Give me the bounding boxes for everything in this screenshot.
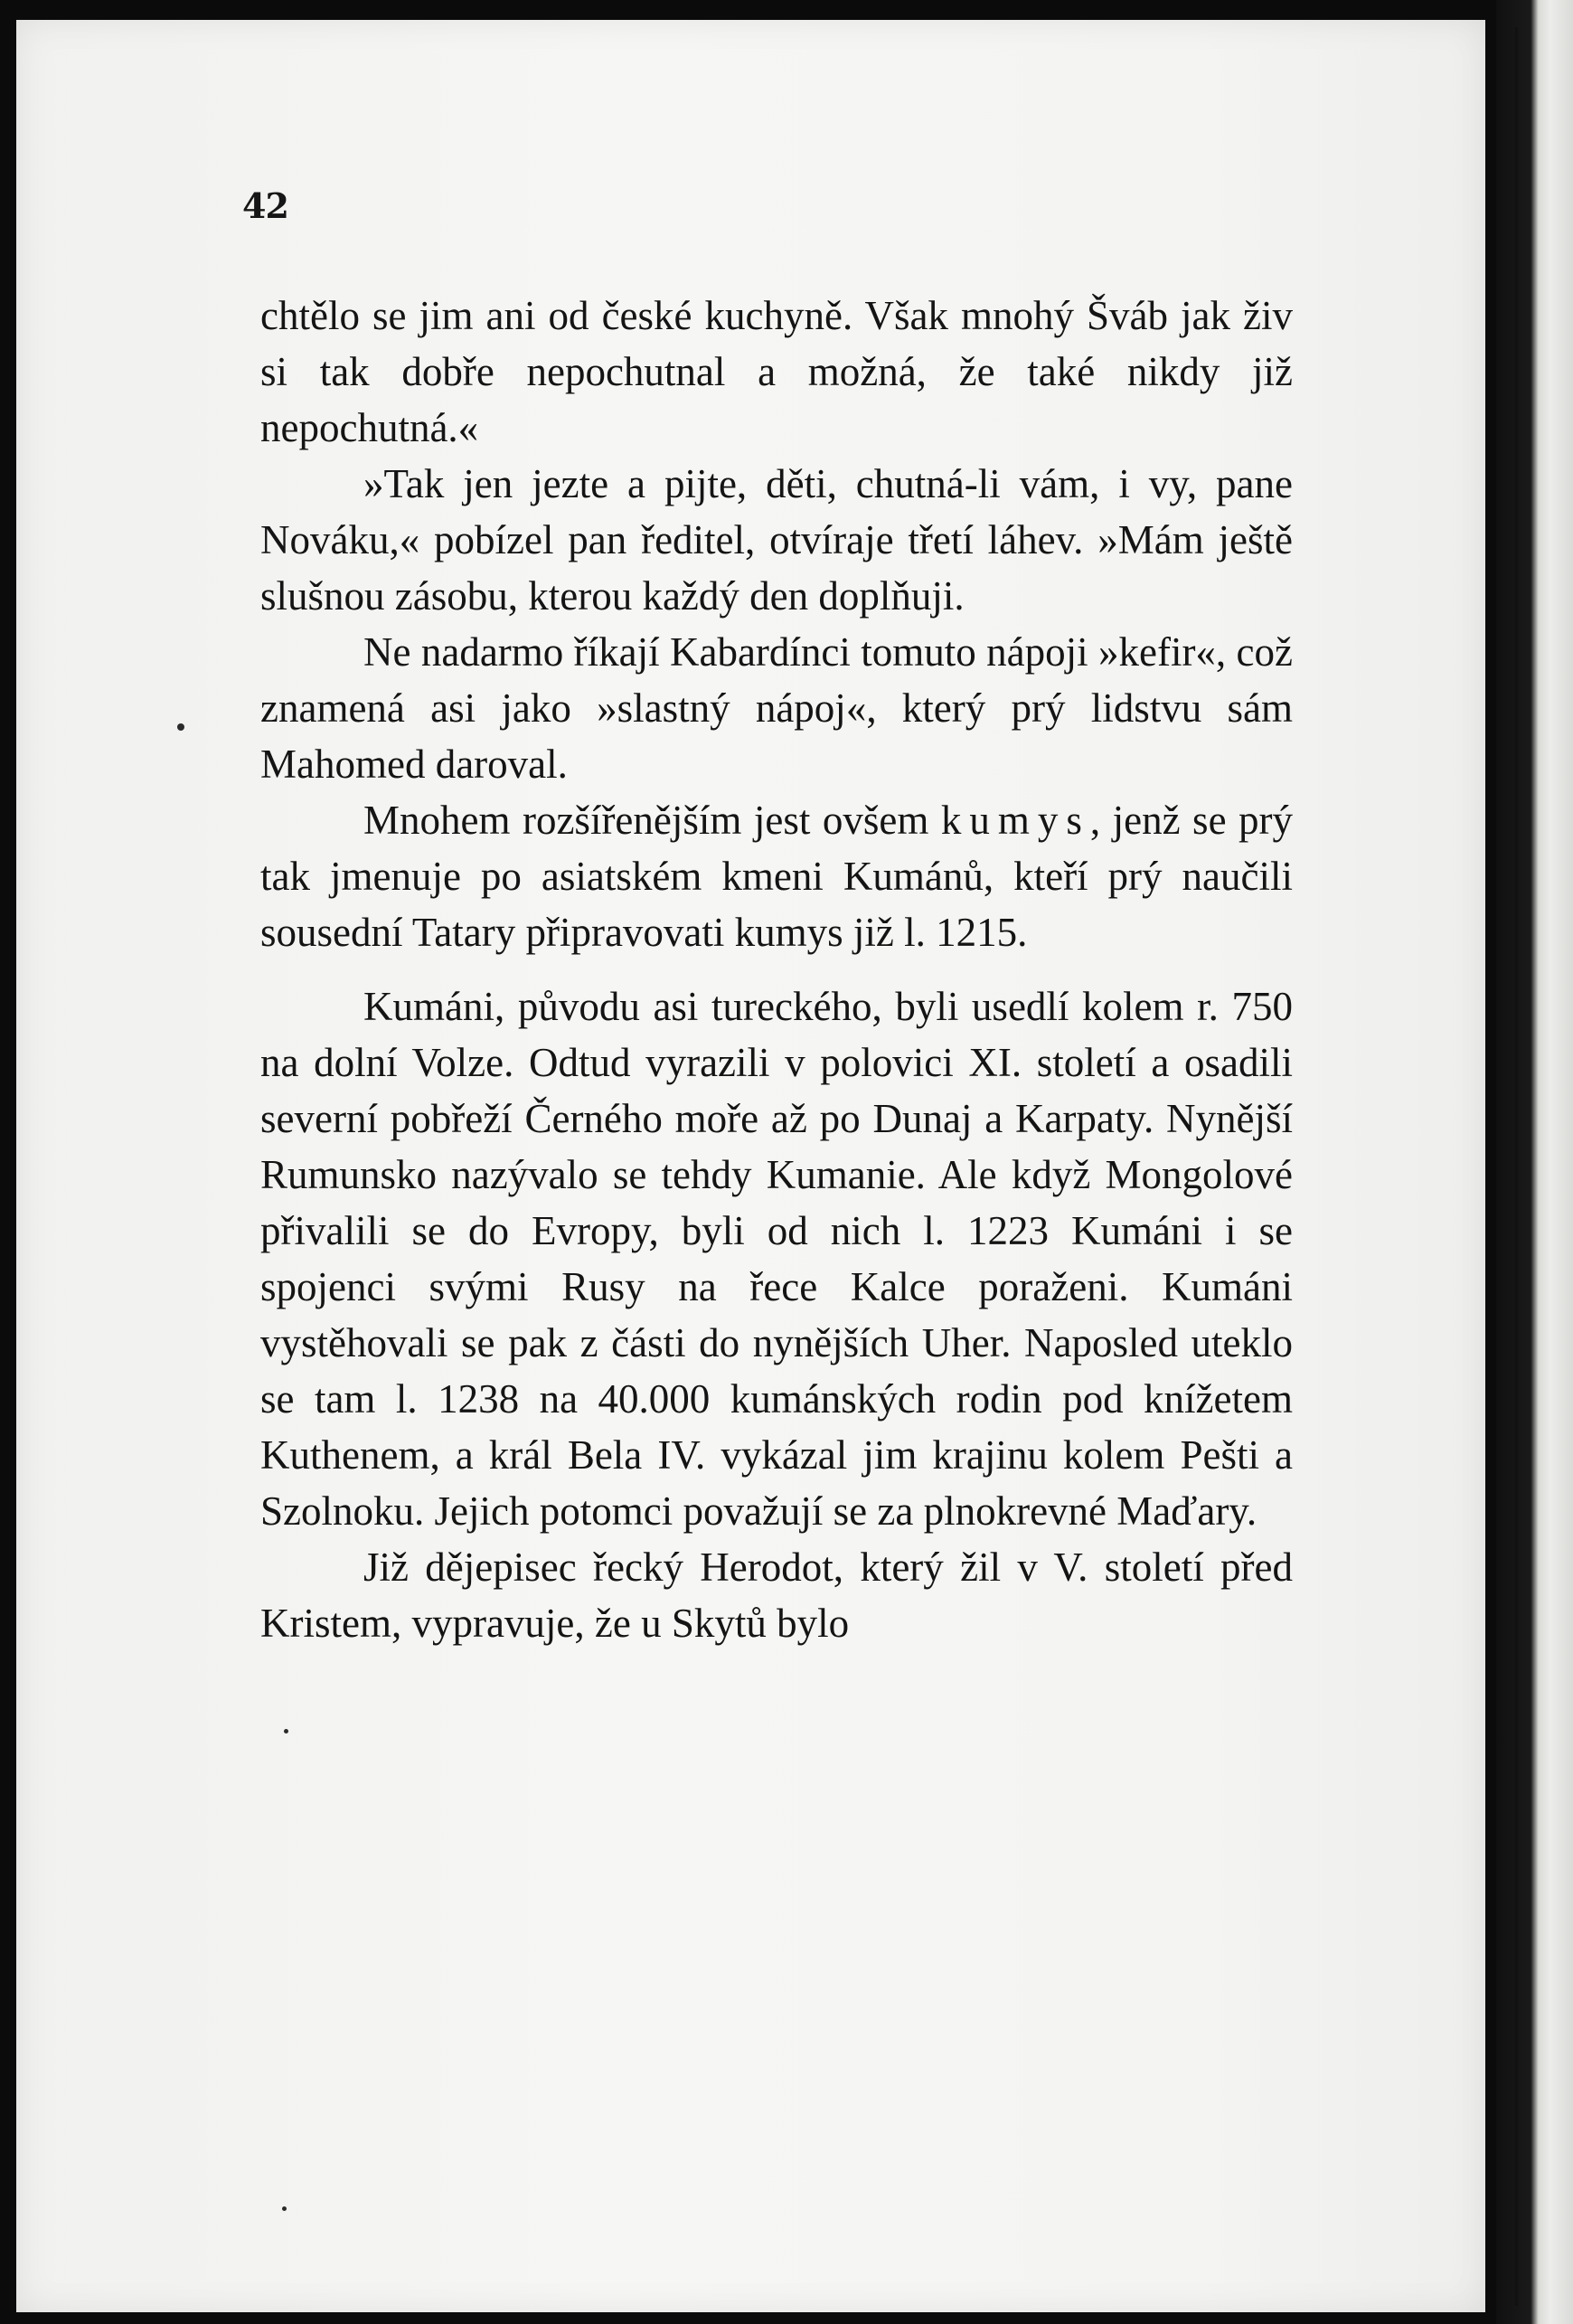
print-speck bbox=[284, 1729, 288, 1734]
paragraph-2: »Tak jen jezte a pijte, děti, chutná-li vám, i vy, pane Nováku,« pobízel pan ředitel, otvíraje třetí láhev. »Mám ještě slušnou zásobu, kterou každý den doplňuji. bbox=[260, 461, 1293, 619]
paragraph-1: chtělo se jim ani od české kuchyně. Však mnohý Šváb jak živ si tak dobře nepochutnal a možná, že také nikdy již nepochutná.« bbox=[260, 293, 1293, 450]
paragraph-4-start: Mnohem rozšířenějším jest ovšem bbox=[363, 798, 941, 843]
body-text bbox=[260, 288, 1293, 1651]
book-edge bbox=[1496, 0, 1573, 2324]
paragraph-3: Ne nadarmo říkají Kabardínci tomuto nápoji »kefir«, což znamená asi jako »slastný nápoj«, který prý lidstvu sám Mahomed daroval. bbox=[260, 629, 1293, 787]
print-speck bbox=[177, 723, 184, 731]
book-edge-line bbox=[1515, 27, 1518, 2306]
paragraph-4-end: , jenž se prý tak jmenuje po asiatském kmeni Kumánů, kteří prý naučili sousední Tatary připravovati kumys již l. 1215. bbox=[260, 798, 1294, 955]
paragraph-4 bbox=[260, 792, 1293, 960]
print-speck bbox=[282, 2206, 287, 2211]
paragraph-5: Kumáni, původu asi tureckého, byli usedlí kolem r. 750 na dolní Volze. Odtud vyrazili v polovici XI. století a osadili severní pobřeží Černého moře až po Dunaj a Karpaty. Nynější Rumunsko nazývalo se tehdy Kumanie. Ale když Mongolové přivalili se do Evropy, byli od nich l. 1223 Kumáni i se spojenci svými Rusy na řece Kalce poraženi. Kumáni vystěhovali se pak z části do nynějších Uher. Naposled uteklo se tam l. 1238 na 40.000 kumánských rodin pod knížetem Kuthenem, a král Bela IV. vykázal jim krajinu kolem Pešti a Szolnoku. Jejich potomci považují se za plnokrevné Maďary. bbox=[260, 984, 1293, 1534]
page-number: 42 bbox=[242, 185, 288, 226]
paragraph-6: Již dějepisec řecký Herodot, který žil v V. století před Kristem, vypravuje, že u Skytů bylo bbox=[260, 1545, 1293, 1646]
emphasized-word: kumys bbox=[940, 798, 1090, 843]
